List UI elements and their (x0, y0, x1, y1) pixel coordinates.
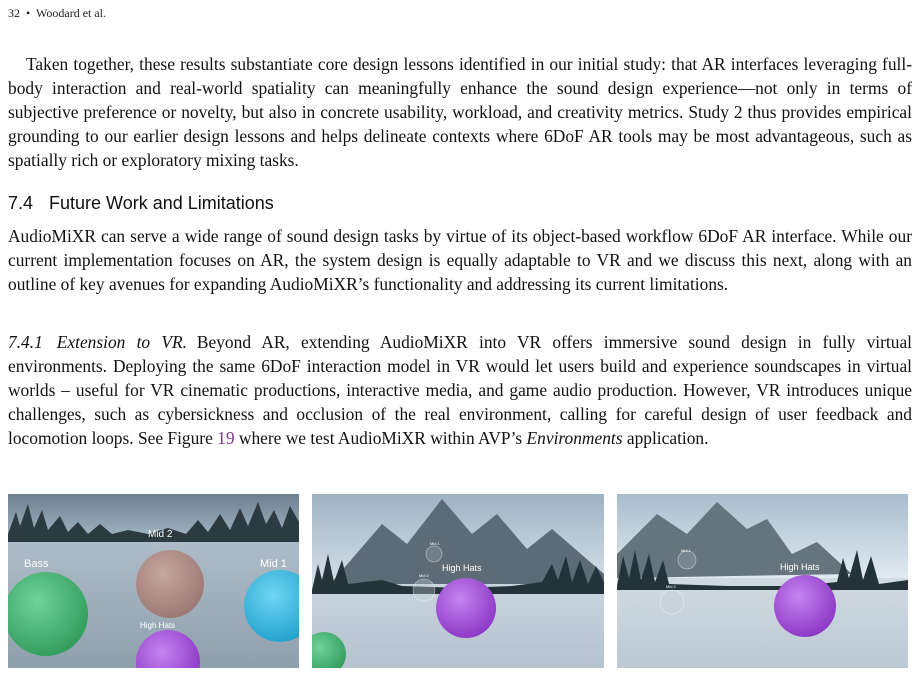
mid1-sphere[interactable] (426, 546, 442, 562)
section-number: 7.4 (8, 193, 34, 213)
mid2-sphere[interactable] (413, 579, 435, 601)
label-mid1: Mid 1 (260, 558, 287, 570)
subsection-text-c: application. (626, 428, 709, 448)
vr-scene-a (8, 494, 299, 668)
label-mid1: Mid 1 (681, 548, 691, 553)
label-mid2: Mid 2 (419, 573, 429, 578)
high-hats-sphere[interactable] (774, 575, 836, 637)
figure-panel-b (312, 494, 604, 668)
subsection-number: 7.4.1 (8, 332, 43, 352)
vr-scene-c (617, 494, 908, 668)
section-title: Future Work and Limitations (49, 193, 274, 213)
environments-emphasis: Environments (526, 428, 623, 448)
section-heading (8, 193, 274, 214)
figure-panel-a (8, 494, 299, 668)
label-high-hats: High Hats (442, 563, 482, 573)
subsection-text-b: where we test AudioMiXR within AVP’s (238, 428, 523, 448)
label-mid1: Mid 1 (430, 541, 440, 546)
paragraph-extension-vr (8, 330, 912, 450)
running-head (8, 6, 106, 21)
label-bass: Bass (24, 558, 49, 570)
label-mid2: Mid 2 (666, 584, 676, 589)
label-high-hats: High Hats (780, 562, 820, 572)
figure-panel-c (617, 494, 908, 668)
page-number: 32 (8, 6, 20, 20)
author-line: Woodard et al. (36, 6, 107, 20)
high-hats-sphere[interactable] (436, 578, 496, 638)
label-high-hats: High Hats (140, 621, 176, 630)
label-mid2: Mid 2 (148, 529, 173, 540)
figure-reference-link[interactable]: 19 (217, 428, 235, 448)
subsection-text-a: Beyond AR, extending AudioMiXR into VR offers immersive sound design in fully virtual environments. Deploying the same 6DoF interaction model in VR would let users build and experience soundscapes in virtual worlds – useful for VR cinematic productions, interactive media, and game audio production. However, VR introduces unique challenges, such as cybersickness and occlusion of the real environment, calling for careful design of user feedback and locomotion loops. See Figure (8, 332, 912, 448)
header-separator: • (26, 6, 31, 20)
paragraph-summary: Taken together, these results substantiate core design lessons identified in our initial study: that AR interfaces leveraging full-body interaction and real-world spatiality can meaningfully enhance the sound design experience—not only in terms of subjective preference or novelty, but also in concrete usability, workload, and creativity metrics. Study 2 thus provides empirical grounding to our earlier design lessons and helps delineate contexts where 6DoF AR tools may be most advantageous, such as spatially rich or exploratory mixing tasks. (8, 54, 912, 170)
mid2-sphere[interactable] (136, 550, 204, 618)
subsection-heading (8, 332, 187, 352)
mid2-sphere[interactable] (660, 590, 684, 614)
subsection-title: Extension to VR. (56, 332, 187, 352)
mid1-sphere[interactable] (678, 551, 696, 569)
paragraph-future-work: AudioMiXR can serve a wide range of sound design tasks by virtue of its object-based workflow 6DoF AR interface. While our current implementation focuses on AR, the system design is equally adaptable to VR and we discuss this next, along with an outline of key avenues for expanding AudioMiXR’s functionality and addressing its current limitations. (8, 226, 912, 294)
vr-scene-b (312, 494, 604, 668)
